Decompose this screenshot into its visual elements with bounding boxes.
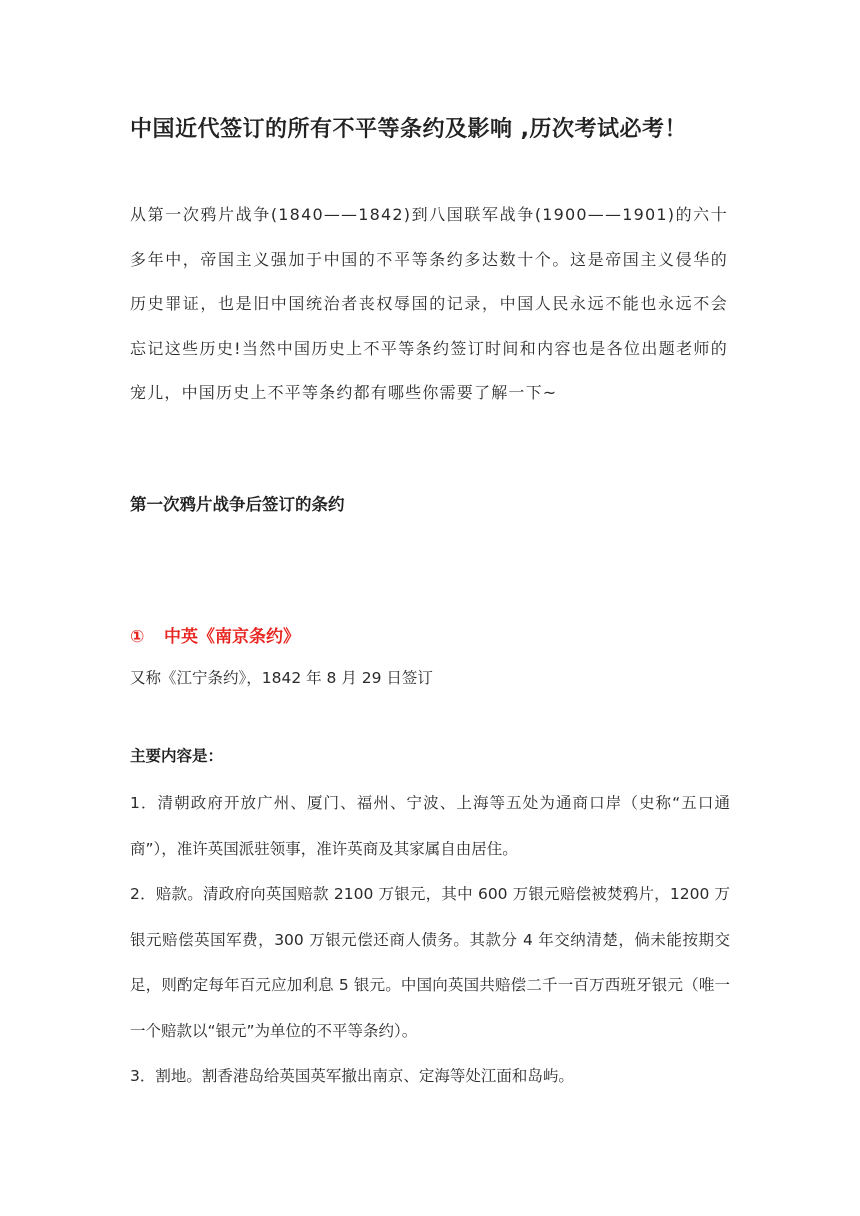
treaty-subtitle: 又称《江宁条约》，1842 年 8 月 29 日签订	[130, 669, 433, 687]
section-heading: 第一次鸦片战争后签订的条约	[130, 495, 345, 514]
treaty-heading	[130, 622, 300, 647]
treaty-name: 中英《南京条约》	[164, 627, 300, 647]
content-item-2: 2．赔款。清政府向英国赔款 2100 万银元，其中 600 万银元赔偿被焚鸦片，1200 万银元赔偿英国军费，300 万银元偿还商人债务。其款分 4 年交纳清楚，倘未能按期交足，则酌定每年百元应加利息 5 银元。中国向英国共赔偿二千一百万西班牙银元（唯一一个赔款以“银元”为单位的不平等条约）。	[130, 885, 730, 1040]
content-items	[130, 781, 730, 1100]
content-item-1: 1．清朝政府开放广州、厦门、福州、宁波、上海等五处为通商口岸（史称“五口通商”），准许英国派驻领事，准许英商及其家属自由居住。	[130, 794, 730, 858]
intro-paragraph: 从第一次鸦片战争(1840——1842)到八国联军战争(1900——1901)的六十多年中，帝国主义强加于中国的不平等条约多达数十个。这是帝国主义侵华的历史罪证，也是旧中国统治者丧权辱国的记录，中国人民永远不能也永远不会忘记这些历史!当然中国历史上不平等条约签订时间和内容也是各位出题老师的宠儿，中国历史上不平等条约都有哪些你需要了解一下~	[130, 205, 728, 402]
page-title: 中国近代签订的所有不平等条约及影响 ,历次考试必考！	[130, 117, 688, 142]
treaty-number: ①	[130, 627, 145, 647]
content-label: 主要内容是：	[130, 747, 224, 765]
content-item-3: 3．割地。割香港岛给英国英军撤出南京、定海等处江面和岛屿。	[130, 1067, 574, 1085]
